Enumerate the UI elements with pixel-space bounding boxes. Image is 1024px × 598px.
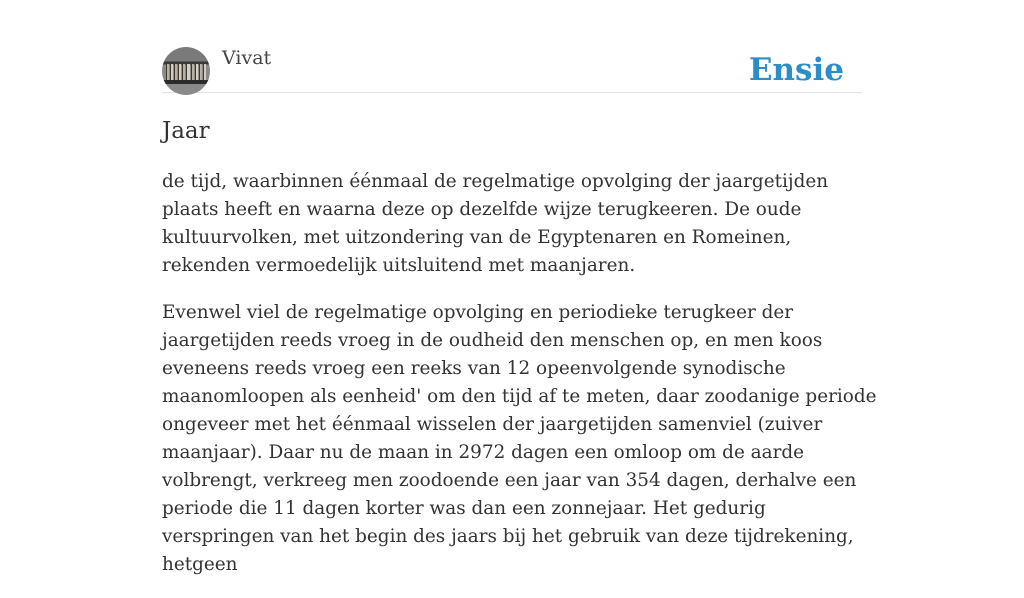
article-paragraph-1: de tijd, waarbinnen éénmaal de regelmatige opvolging der jaargetijden plaats heeft en waarna deze op dezelfde wijze terugkeeren. De oude kultuurvolken, met uitzondering van de Egyptenaren en Romeinen, rekenden vermoedelijk uitsluitend met maanjaren. (162, 171, 829, 276)
author-avatar[interactable] (162, 47, 210, 95)
article-paragraph-2: Evenwel viel de regelmatige opvolging en periodieke terugkeer der jaargetijden reeds vroeg in de oudheid den menschen op, en men koos eveneens reeds vroeg een reeks van 12 opeenvolgende synodische maanomloopen als eenheid' om den tijd af te meten, daar zoodanige periode ongeveer met het éénmaal wisselen der jaargetijden samenviel (zuiver maanjaar). Daar nu de maan in 2972 dagen een omloop om de aarde volbrengt, verkreeg men zoodoende een jaar van 354 dagen, derhalve een periode die 11 dagen korter was dan een zonnejaar. Het gedurig verspringen van het begin des jaars bij het gebruik van deze tijdrekening, hetgeen (162, 302, 877, 575)
header (162, 46, 862, 93)
article-title: Jaar (162, 118, 210, 144)
article-body (162, 168, 882, 598)
bookshelf-icon (166, 64, 206, 80)
author-name[interactable]: Vivat (222, 47, 272, 69)
ensie-logo[interactable]: Ensie (748, 52, 844, 88)
shelf-line (162, 80, 210, 84)
